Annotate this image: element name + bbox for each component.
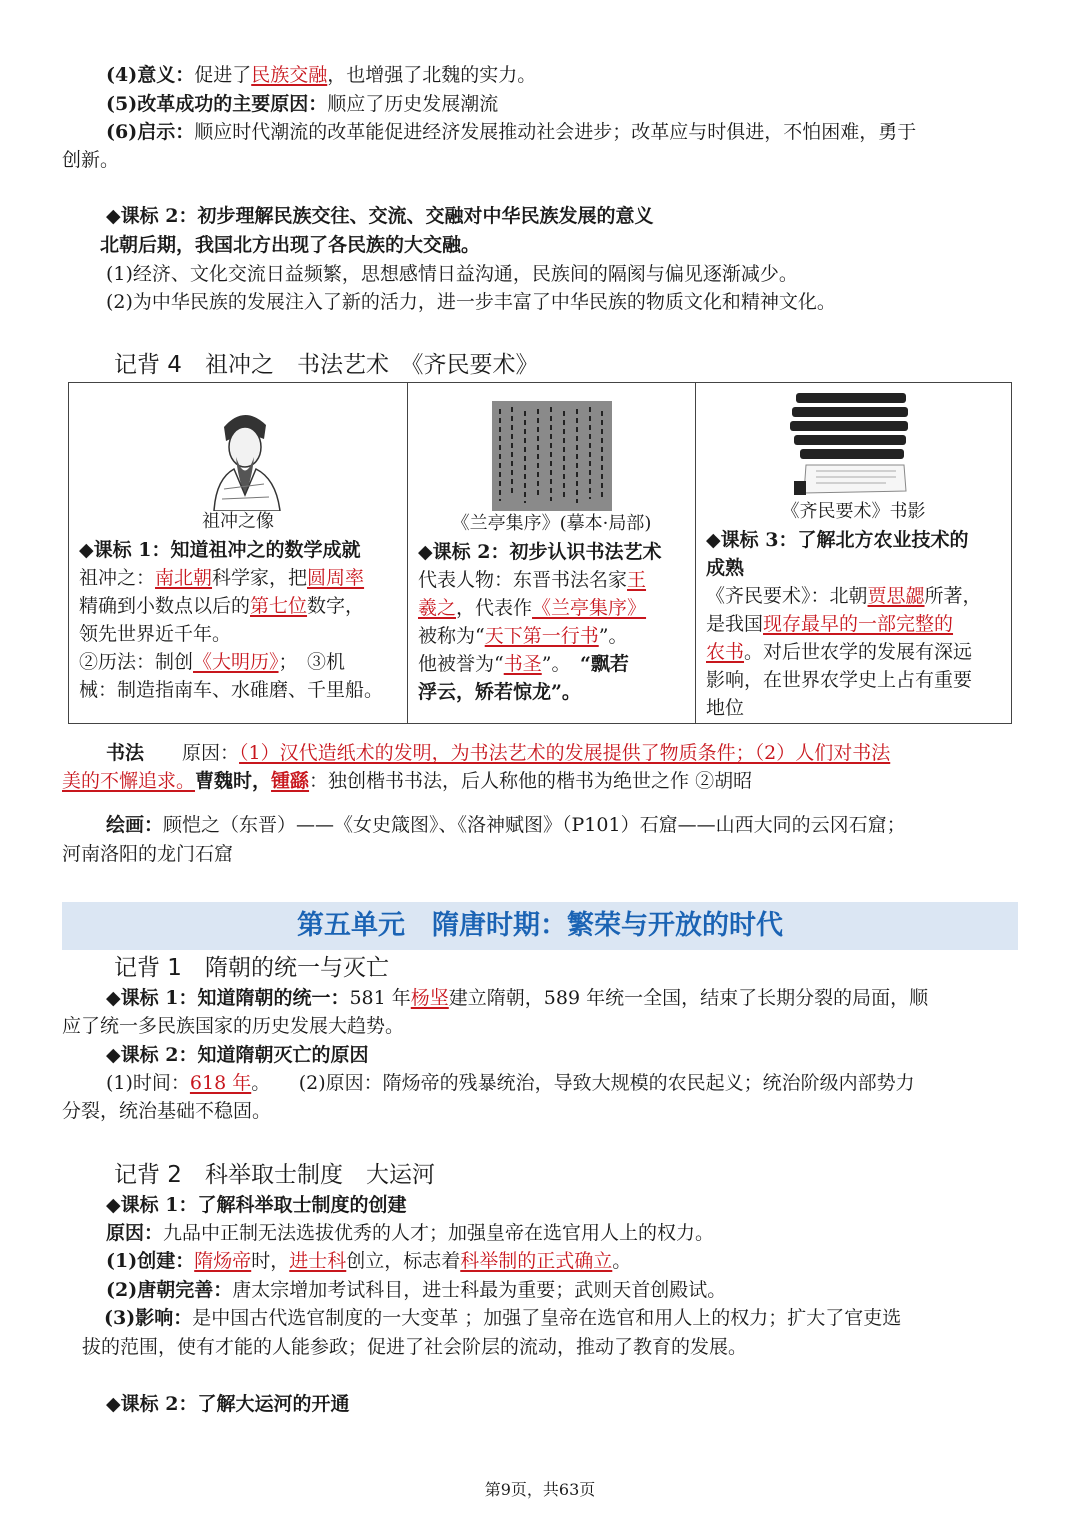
col3-line-6: 影响，在世界农学史上占有重要 xyxy=(706,669,973,691)
col3-l3-a: 《齐民要术》：北朝 xyxy=(706,585,868,607)
kebiao2-title: ◆课标 2：初步理解民族交往、交流、交融对中华民族发展的意义 xyxy=(106,205,654,227)
zuchongzhi-portrait-icon xyxy=(194,399,294,511)
jibei1-k1-a: 581 年 xyxy=(349,987,411,1009)
jibei1-k1-line-2: 应了统一多民族国家的历史发展大趋势。 xyxy=(62,1015,405,1037)
shufa-caowei: 曹魏时， xyxy=(195,770,272,792)
meaning-line xyxy=(106,61,536,89)
col1-line-3 xyxy=(79,592,401,620)
unit5-title: 第五单元 隋唐时期：繁荣与开放的时代 xyxy=(297,910,783,941)
col2-line-6: 浮云，矫若惊龙”。 xyxy=(418,681,581,703)
jibei2-k1-title: ◆课标 1：了解科举取士制度的创建 xyxy=(106,1194,407,1216)
jibei1-k1-b: 建立隋朝，589 年统一全国，结束了长期分裂的局面，顺 xyxy=(448,987,929,1009)
jibei1-k1-red: 杨坚 xyxy=(410,987,449,1009)
jibei2-c1-red3: 科举制的正式确立 xyxy=(460,1250,613,1272)
shufa-label: 书法 xyxy=(106,742,145,764)
jibei2-reason-line xyxy=(106,1219,714,1247)
col1-l3-red: 第七位 xyxy=(250,595,308,617)
col3-line-7: 地位 xyxy=(706,697,745,719)
col3-text xyxy=(706,526,1005,722)
calligraphy-image-icon xyxy=(492,401,612,511)
jibei1-k2-title: ◆课标 2：知道隋朝灭亡的原因 xyxy=(106,1044,369,1066)
col2-line-5 xyxy=(418,650,689,678)
col2-l5-a: 他被誉为“ xyxy=(418,653,504,675)
col1-l2-red2: 圆周率 xyxy=(307,567,365,589)
reason-label: (5)改革成功的主要原因： xyxy=(106,93,328,115)
shufa-rest: ：独创楷书书法，后人称他的楷书为绝世之作 ②胡昭 xyxy=(309,770,753,792)
meaning-text-b: ，也增强了北魏的实力。 xyxy=(327,64,537,86)
col2-l3-a: ，代表作 xyxy=(456,597,533,619)
col1-l2-red1: 南北朝 xyxy=(155,567,213,589)
kebiao2-point-2: (2)为中华民族的发展注入了新的活力，进一步丰富了中华民族的物质文化和精神文化。 xyxy=(106,291,836,313)
col3-line-4 xyxy=(706,610,1005,638)
col1-text xyxy=(79,536,401,704)
jibei2-c1-b: 创立，标志着 xyxy=(346,1250,461,1272)
meaning-text-a: 促进了 xyxy=(194,64,252,86)
col1-kebiao: ◆课标 1：知道祖冲之的数学成就 xyxy=(79,539,361,561)
book-image-icon xyxy=(786,387,916,499)
jibei1-time-b: 。 (2)原因：隋炀帝的残暴统治，导致大规模的农民起义；统治阶级内部势力 xyxy=(251,1072,915,1094)
jibei2-reason-label: 原因： xyxy=(106,1222,164,1244)
jibei2-c1-a: 时， xyxy=(251,1250,290,1272)
shufa-zhongyao: 锺繇 xyxy=(271,770,310,792)
inspiration-text: 顺应时代潮流的改革能促进经济发展推动社会进步；改革应与时俱进，不怕困难，勇于 xyxy=(194,121,917,143)
inspiration-line xyxy=(106,118,916,146)
col1-l2-b: 科学家，把 xyxy=(212,567,308,589)
col1-line-2 xyxy=(79,564,401,592)
col3-l5-red: 农书 xyxy=(706,641,745,663)
col1-l3-a: 精确到小数点以后的 xyxy=(79,595,251,617)
col3-l4-a: 是我国 xyxy=(706,613,764,635)
col3-line-3 xyxy=(706,582,1005,610)
qiminyaoshu-caption: 《齐民要术》书影 xyxy=(781,501,926,522)
jibei2-c1-c: 。 xyxy=(612,1250,632,1272)
kebiao2-point-1: (1)经济、文化交流日益频繁，思想感情日益沟通，民族间的隔阂与偏见逐渐减少。 xyxy=(106,263,798,285)
zuchongzhi-caption: 祖冲之像 xyxy=(202,511,274,532)
meaning-highlight: 民族交融 xyxy=(251,64,328,86)
jibei1-k1-label: ◆课标 1：知道隋朝的统一： xyxy=(106,987,350,1009)
col1-l5-red: 《大明历》 xyxy=(193,651,279,673)
unit5-banner xyxy=(62,902,1018,950)
zuchongzhi-cell xyxy=(69,383,408,724)
kebiao2-intro: 北朝后期，我国北方出现了各民族的大交融。 xyxy=(100,234,481,256)
reason-text: 顺应了历史发展潮流 xyxy=(327,93,499,115)
col3-l3-red: 贾思勰 xyxy=(867,585,925,607)
huihua-line-2: 河南洛阳的龙门石窟 xyxy=(62,843,234,865)
shufa-reason-red-2: 美的不懈追求。 xyxy=(62,770,196,792)
col3-l5-a: 。对后世农学的发展有深远 xyxy=(744,641,973,663)
col3-l4-red: 现存最早的一部完整的 xyxy=(763,613,954,635)
jibei2-c2-label: (2)唐朝完善： xyxy=(106,1279,233,1301)
jibei2-c1-red1: 隋炀帝 xyxy=(194,1250,252,1272)
col2-text xyxy=(418,538,689,706)
col2-l4-red: 天下第一行书 xyxy=(484,625,599,647)
jibei2-tang-line xyxy=(106,1276,726,1304)
lantingxu-cell xyxy=(408,383,696,724)
jibei4-title: 记背 4 祖冲之 书法艺术 《齐民要术》 xyxy=(114,352,539,378)
col2-l4-b: ”。 xyxy=(598,625,628,647)
col3-line-5 xyxy=(706,638,1005,666)
col1-l2-a: 祖冲之： xyxy=(79,567,156,589)
col2-l2-a: 代表人物：东晋书法名家 xyxy=(418,569,628,591)
inspiration-label: (6)启示： xyxy=(106,121,195,143)
qiminyaoshu-cell xyxy=(696,383,1012,724)
col2-l5-red: 书圣 xyxy=(503,653,542,675)
col2-l5-bold: “飘若 xyxy=(579,653,629,675)
col2-l4-a: 被称为“ xyxy=(418,625,485,647)
jibei2-k2-title: ◆课标 2：了解大运河的开通 xyxy=(106,1393,350,1415)
jibei2-effect-line-2: 拔的范围，使有才能的人能参政；促进了社会阶层的流动，推动了教育的发展。 xyxy=(82,1336,748,1358)
col1-line-4: 领先世界近千年。 xyxy=(79,623,232,645)
jibei2-create-line xyxy=(106,1247,631,1275)
jibei1-time-red: 618 年 xyxy=(189,1072,252,1094)
jibei1-title: 记背 1 隋朝的统一与灭亡 xyxy=(114,955,389,981)
reason-line xyxy=(106,90,498,118)
col1-l5-b: ； ③机 xyxy=(278,651,346,673)
col2-l5-b: ”。 xyxy=(541,653,580,675)
jibei2-c1-red2: 进士科 xyxy=(289,1250,347,1272)
col1-l3-b: 数字， xyxy=(307,595,365,617)
shufa-line-2 xyxy=(62,767,752,795)
huihua-label: 绘画： xyxy=(106,814,164,836)
jibei2-c2-text: 唐太宗增加考试科目，进士科最为重要；武则天首创殿试。 xyxy=(232,1279,727,1301)
page-number: 第9页，共63页 xyxy=(484,1480,596,1499)
col2-l2-red: 王 xyxy=(627,569,647,591)
jibei4-table xyxy=(68,382,1012,724)
huihua-text-1: 顾恺之（东晋）——《女史箴图》、《洛神赋图》（P101）石窟——山西大同的云冈石窟； xyxy=(163,814,906,836)
shufa-reason-label: 原因： xyxy=(182,742,240,764)
jibei2-c3-label: (3)影响： xyxy=(104,1307,193,1329)
jibei2-effect-line xyxy=(104,1304,901,1332)
jibei1-time-line xyxy=(106,1069,915,1097)
col3-kebiao-2: 成熟 xyxy=(706,557,745,579)
col2-l3-red2: 《兰亭集序》 xyxy=(532,597,647,619)
jibei2-reason-text: 九品中正制无法选拔优秀的人才；加强皇帝在选官用人上的权力。 xyxy=(163,1222,715,1244)
col2-line-4 xyxy=(418,622,689,650)
huihua-line xyxy=(106,811,906,839)
shufa-line xyxy=(106,739,890,767)
jibei1-time-line-2: 分裂，统治基础不稳固。 xyxy=(62,1100,272,1122)
col2-line-2 xyxy=(418,566,689,594)
meaning-label: (4)意义： xyxy=(106,64,195,86)
col2-line-3 xyxy=(418,594,689,622)
col3-l3-b: 所著， xyxy=(924,585,982,607)
col1-l5-a: ②历法：制创 xyxy=(79,651,194,673)
jibei1-k1-line xyxy=(106,984,928,1012)
col2-l3-red: 羲之 xyxy=(418,597,457,619)
jibei2-c1-label: (1)创建： xyxy=(106,1250,195,1272)
jibei2-title: 记背 2 科举取士制度 大运河 xyxy=(114,1162,435,1188)
inspiration-line-2: 创新。 xyxy=(62,149,120,171)
lantingxu-caption: 《兰亭集序》(摹本·局部) xyxy=(451,513,652,534)
col1-line-6: 械：制造指南车、水碓磨、千里船。 xyxy=(79,679,384,701)
col3-kebiao: ◆课标 3：了解北方农业技术的 xyxy=(706,529,969,551)
shufa-reason-red-1: （1）汉代造纸术的发明，为书法艺术的发展提供了物质条件；（2）人们对书法 xyxy=(239,742,891,764)
jibei1-time-label: (1)时间： xyxy=(106,1072,190,1094)
col1-line-5 xyxy=(79,648,401,676)
col2-kebiao: ◆课标 2：初步认识书法艺术 xyxy=(418,541,662,563)
jibei2-c3-text: 是中国古代选官制度的一大变革 ；加强了皇帝在选官和用人上的权力；扩大了官吏选 xyxy=(192,1307,902,1329)
